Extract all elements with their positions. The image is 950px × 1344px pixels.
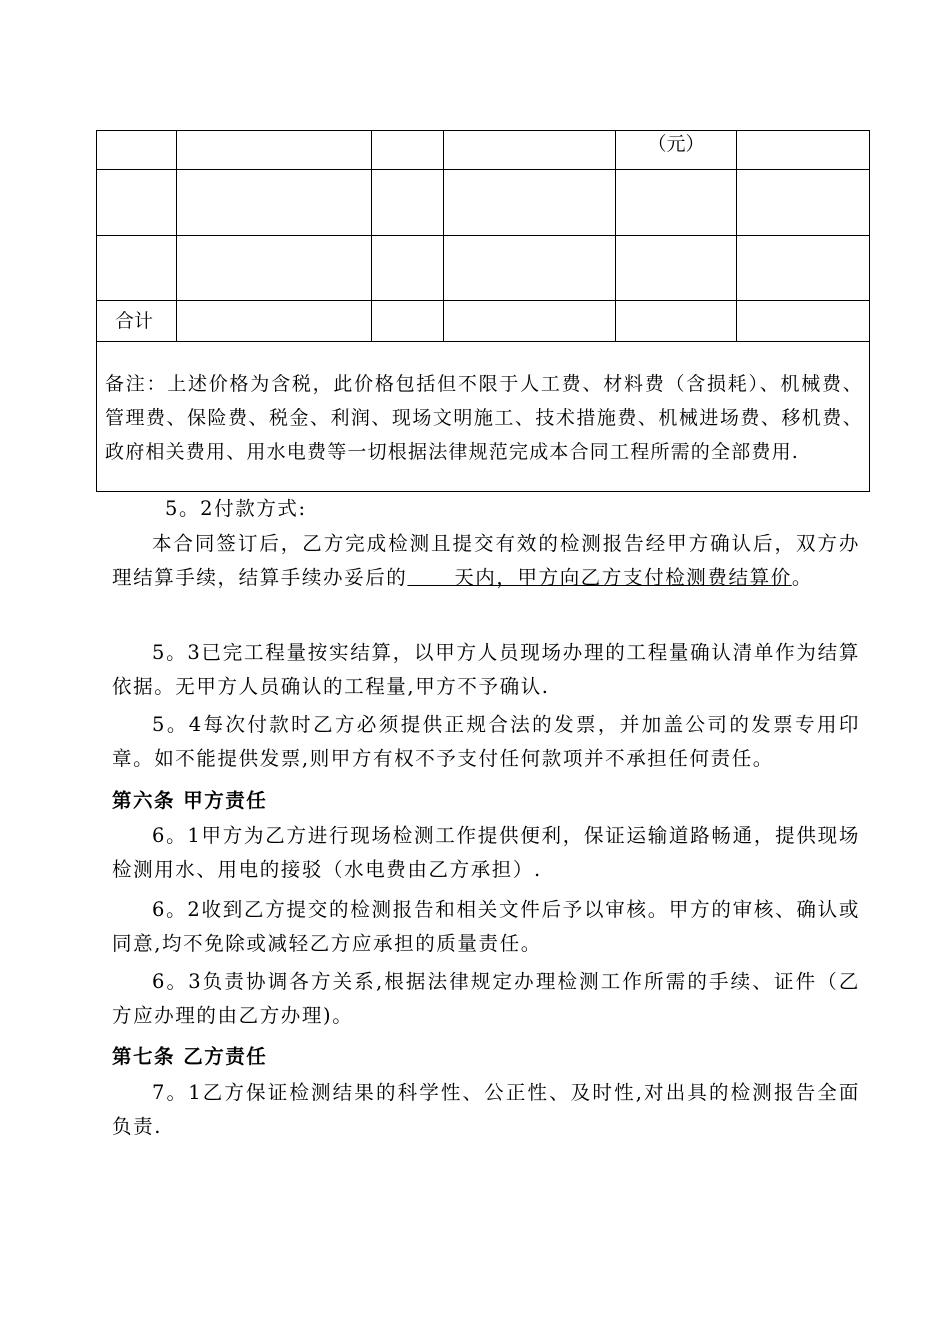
section-7-heading: 第七条 乙方责任 bbox=[112, 1045, 268, 1068]
table-cell bbox=[737, 170, 870, 236]
clause-6-3: 6。3负责协调各方关系,根据法律规定办理检测工作所需的手续、证件（乙方应办理的由乙方办理)。 bbox=[112, 970, 860, 1027]
total-row bbox=[97, 301, 870, 342]
table-cell bbox=[444, 131, 616, 170]
table-row bbox=[97, 131, 870, 170]
table-cell bbox=[372, 236, 444, 301]
table-cell bbox=[177, 236, 372, 301]
table-cell bbox=[372, 170, 444, 236]
clause-5-4: 5。4每次付款时乙方必须提供正规合法的发票，并加盖公司的发票专用印章。如不能提供发票,则甲方有权不予支付任何款项并不承担任何责任。 bbox=[112, 713, 860, 770]
clause-5-2-title: 5。2付款方式: bbox=[165, 497, 307, 520]
table-row bbox=[97, 170, 870, 236]
clause-5-3: 5。3已完工程量按实结算，以甲方人员现场办理的工程量确认清单作为结算依据。无甲方人员确认的工程量,甲方不予确认. bbox=[112, 641, 860, 698]
table-cell bbox=[177, 170, 372, 236]
table-cell bbox=[444, 170, 616, 236]
table-cell bbox=[616, 236, 737, 301]
table-cell bbox=[372, 301, 444, 342]
table-cell bbox=[97, 170, 177, 236]
table-row bbox=[97, 236, 870, 301]
table-cell bbox=[737, 131, 870, 170]
table-cell bbox=[616, 170, 737, 236]
remark-row bbox=[97, 342, 870, 492]
clause-5-2-text-underlined: 天内，甲方向乙方支付检测费结算价 bbox=[407, 566, 792, 589]
table-cell bbox=[737, 301, 870, 342]
clause-7-1: 7。1乙方保证检测结果的科学性、公正性、及时性,对出具的检测报告全面负责. bbox=[112, 1081, 860, 1138]
table-cell bbox=[97, 236, 177, 301]
clause-5-2-text-before: 本合同签订后，乙方完成检测且提交有效的检测报告经甲方确认后，双方办理结算手续，结算手续办妥后的 bbox=[112, 532, 860, 589]
clause-5-2-text bbox=[112, 527, 860, 595]
table-cell bbox=[737, 236, 870, 301]
remark-text: 备注：上述价格为含税，此价格包括但不限于人工费、材料费（含损耗）、机械费、管理费、保险费、税金、利润、现场文明施工、技术措施费、机械进场费、移机费、政府相关费用、用水电费等一切根据法律规范完成本合同工程所需的全部费用. bbox=[97, 342, 870, 492]
total-label: 合计 bbox=[97, 301, 177, 342]
fee-table bbox=[96, 130, 870, 492]
table-cell bbox=[616, 301, 737, 342]
table-cell bbox=[177, 131, 372, 170]
clause-6-2: 6。2收到乙方提交的检测报告和相关文件后予以审核。甲方的审核、确认或同意,均不免除或减轻乙方应承担的质量责任。 bbox=[112, 898, 860, 955]
clause-6-1: 6。1甲方为乙方进行现场检测工作提供便利，保证运输道路畅通，提供现场检测用水、用电的接驳（水电费由乙方承担）. bbox=[112, 824, 860, 881]
unit-label-cell: （元） bbox=[616, 131, 737, 170]
table-cell bbox=[444, 301, 616, 342]
table-cell bbox=[177, 301, 372, 342]
table-cell bbox=[372, 131, 444, 170]
table-cell bbox=[444, 236, 616, 301]
section-6-heading: 第六条 甲方责任 bbox=[112, 789, 268, 812]
clause-5-2-text-after: 。 bbox=[791, 566, 813, 589]
table-cell bbox=[97, 131, 177, 170]
